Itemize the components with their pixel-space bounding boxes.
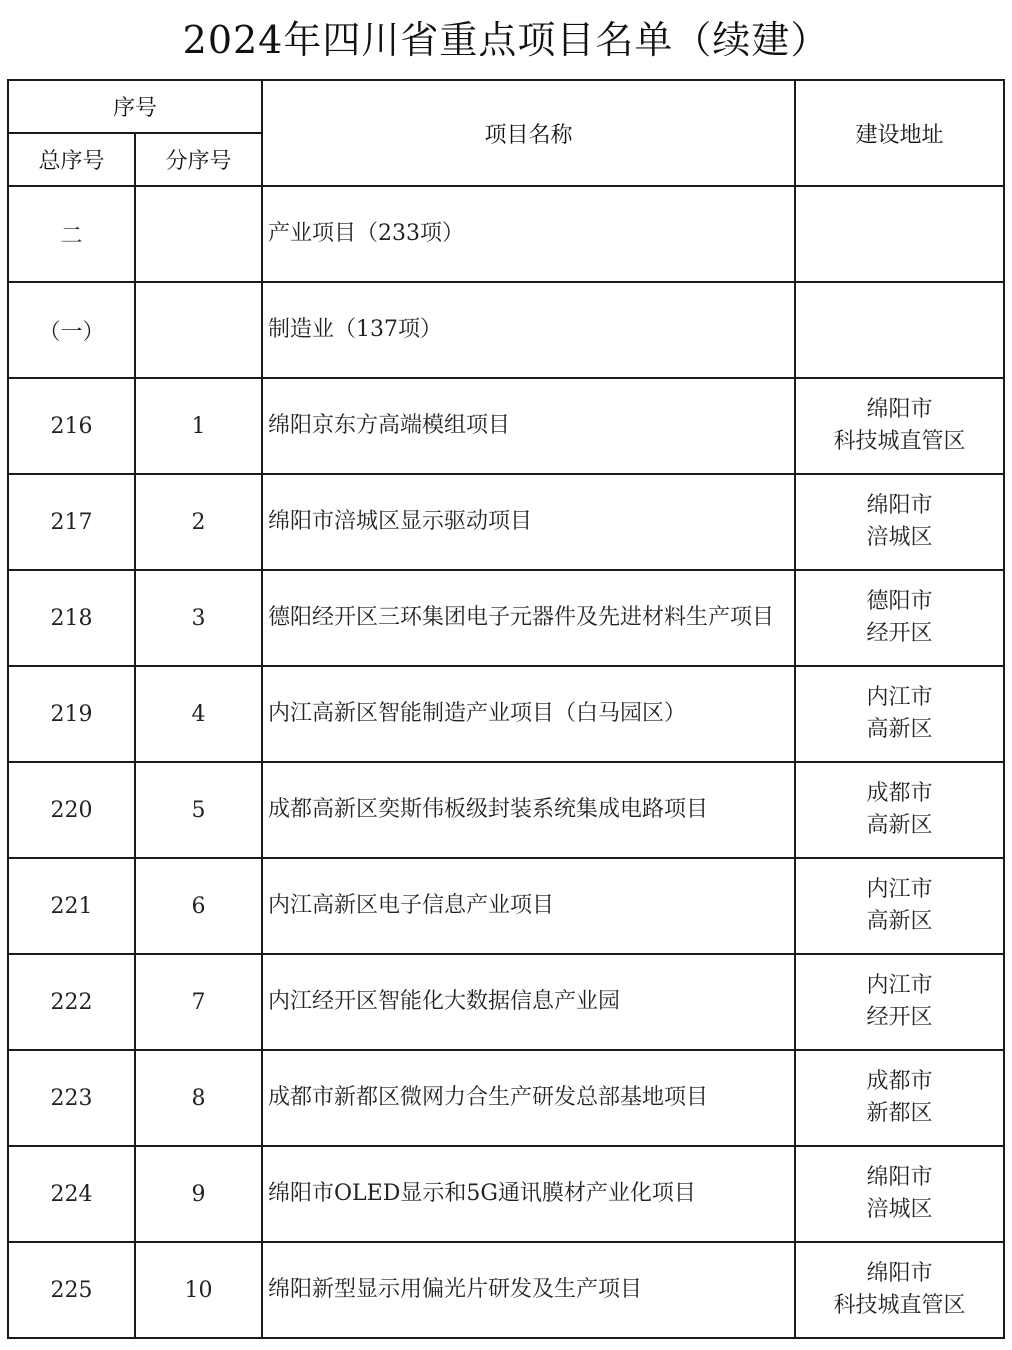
cell-sub-seq: 8 xyxy=(135,1050,262,1146)
address-city: 成都市 xyxy=(866,781,933,806)
cell-project-name: 德阳经开区三环集团电子元器件及先进材料生产项目 xyxy=(262,570,795,666)
cell-project-name: 绵阳市OLED显示和5G通讯膜材产业化项目 xyxy=(262,1146,795,1242)
table-row xyxy=(8,858,1004,954)
cell-sub-seq: 10 xyxy=(135,1242,262,1338)
cell-address xyxy=(795,570,1004,666)
cell-address xyxy=(795,1242,1004,1338)
cell-total-seq: 217 xyxy=(8,474,135,570)
cell-project-name: 内江经开区智能化大数据信息产业园 xyxy=(262,954,795,1050)
cell-total-seq: 216 xyxy=(8,378,135,474)
address-district: 高新区 xyxy=(866,717,933,742)
cell-total-seq: 220 xyxy=(8,762,135,858)
cell-sub-seq: 2 xyxy=(135,474,262,570)
cell-total-seq: 224 xyxy=(8,1146,135,1242)
address-city: 绵阳市 xyxy=(866,1261,933,1286)
cell-sub-seq xyxy=(135,282,262,378)
address-city: 成都市 xyxy=(866,1069,933,1094)
cell-address xyxy=(795,954,1004,1050)
project-table xyxy=(7,79,1005,1339)
cell-sub-seq: 6 xyxy=(135,858,262,954)
address-district: 涪城区 xyxy=(866,525,933,550)
cell-total-seq: 222 xyxy=(8,954,135,1050)
cell-address xyxy=(795,474,1004,570)
cell-total-seq: 225 xyxy=(8,1242,135,1338)
table-row xyxy=(8,1050,1004,1146)
address-city: 内江市 xyxy=(866,877,933,902)
cell-total-seq: 218 xyxy=(8,570,135,666)
cell-address xyxy=(795,186,1004,282)
cell-sub-seq: 4 xyxy=(135,666,262,762)
address-city: 绵阳市 xyxy=(866,1165,933,1190)
cell-project-name: 绵阳京东方高端模组项目 xyxy=(262,378,795,474)
cell-project-name: 绵阳市涪城区显示驱动项目 xyxy=(262,474,795,570)
header-address: 建设地址 xyxy=(795,80,1004,186)
cell-sub-seq: 7 xyxy=(135,954,262,1050)
table-row xyxy=(8,762,1004,858)
cell-project-name: 内江高新区电子信息产业项目 xyxy=(262,858,795,954)
cell-sub-seq: 3 xyxy=(135,570,262,666)
cell-address xyxy=(795,282,1004,378)
header-seq-group: 序号 xyxy=(8,80,262,133)
header-project-name: 项目名称 xyxy=(262,80,795,186)
cell-sub-seq: 1 xyxy=(135,378,262,474)
table-row xyxy=(8,954,1004,1050)
page-title: 2024年四川省重点项目名单（续建） xyxy=(182,18,830,62)
address-district: 高新区 xyxy=(866,813,933,838)
cell-address xyxy=(795,378,1004,474)
cell-address xyxy=(795,1146,1004,1242)
table-body xyxy=(8,186,1004,1338)
address-district: 高新区 xyxy=(866,909,933,934)
cell-project-name: 成都高新区奕斯伟板级封装系统集成电路项目 xyxy=(262,762,795,858)
address-city: 德阳市 xyxy=(866,589,933,614)
cell-total-seq: 219 xyxy=(8,666,135,762)
address-city: 内江市 xyxy=(866,685,933,710)
cell-address xyxy=(795,666,1004,762)
address-city: 绵阳市 xyxy=(866,493,933,518)
table-row xyxy=(8,1146,1004,1242)
cell-total-seq: （一） xyxy=(8,282,135,378)
address-city: 绵阳市 xyxy=(866,397,933,422)
cell-address xyxy=(795,858,1004,954)
cell-total-seq: 二 xyxy=(8,186,135,282)
address-district: 科技城直管区 xyxy=(833,1293,966,1318)
address-district: 新都区 xyxy=(866,1101,933,1126)
cell-project-name: 产业项目（233项） xyxy=(262,186,795,282)
table-row xyxy=(8,1242,1004,1338)
cell-sub-seq: 9 xyxy=(135,1146,262,1242)
table-header xyxy=(8,80,1004,186)
cell-total-seq: 221 xyxy=(8,858,135,954)
cell-address xyxy=(795,1050,1004,1146)
header-total-seq: 总序号 xyxy=(8,133,135,186)
table-row xyxy=(8,570,1004,666)
table-row xyxy=(8,666,1004,762)
cell-project-name: 成都市新都区微网力合生产研发总部基地项目 xyxy=(262,1050,795,1146)
cell-project-name: 内江高新区智能制造产业项目（白马园区） xyxy=(262,666,795,762)
cell-project-name: 制造业（137项） xyxy=(262,282,795,378)
table-row xyxy=(8,186,1004,282)
table-row xyxy=(8,378,1004,474)
address-district: 经开区 xyxy=(866,621,933,646)
cell-project-name: 绵阳新型显示用偏光片研发及生产项目 xyxy=(262,1242,795,1338)
address-district: 经开区 xyxy=(866,1005,933,1030)
table-row xyxy=(8,474,1004,570)
address-city: 内江市 xyxy=(866,973,933,998)
header-sub-seq: 分序号 xyxy=(135,133,262,186)
cell-sub-seq: 5 xyxy=(135,762,262,858)
table-row xyxy=(8,282,1004,378)
cell-total-seq: 223 xyxy=(8,1050,135,1146)
address-district: 科技城直管区 xyxy=(833,429,966,454)
cell-address xyxy=(795,762,1004,858)
cell-sub-seq xyxy=(135,186,262,282)
address-district: 涪城区 xyxy=(866,1197,933,1222)
